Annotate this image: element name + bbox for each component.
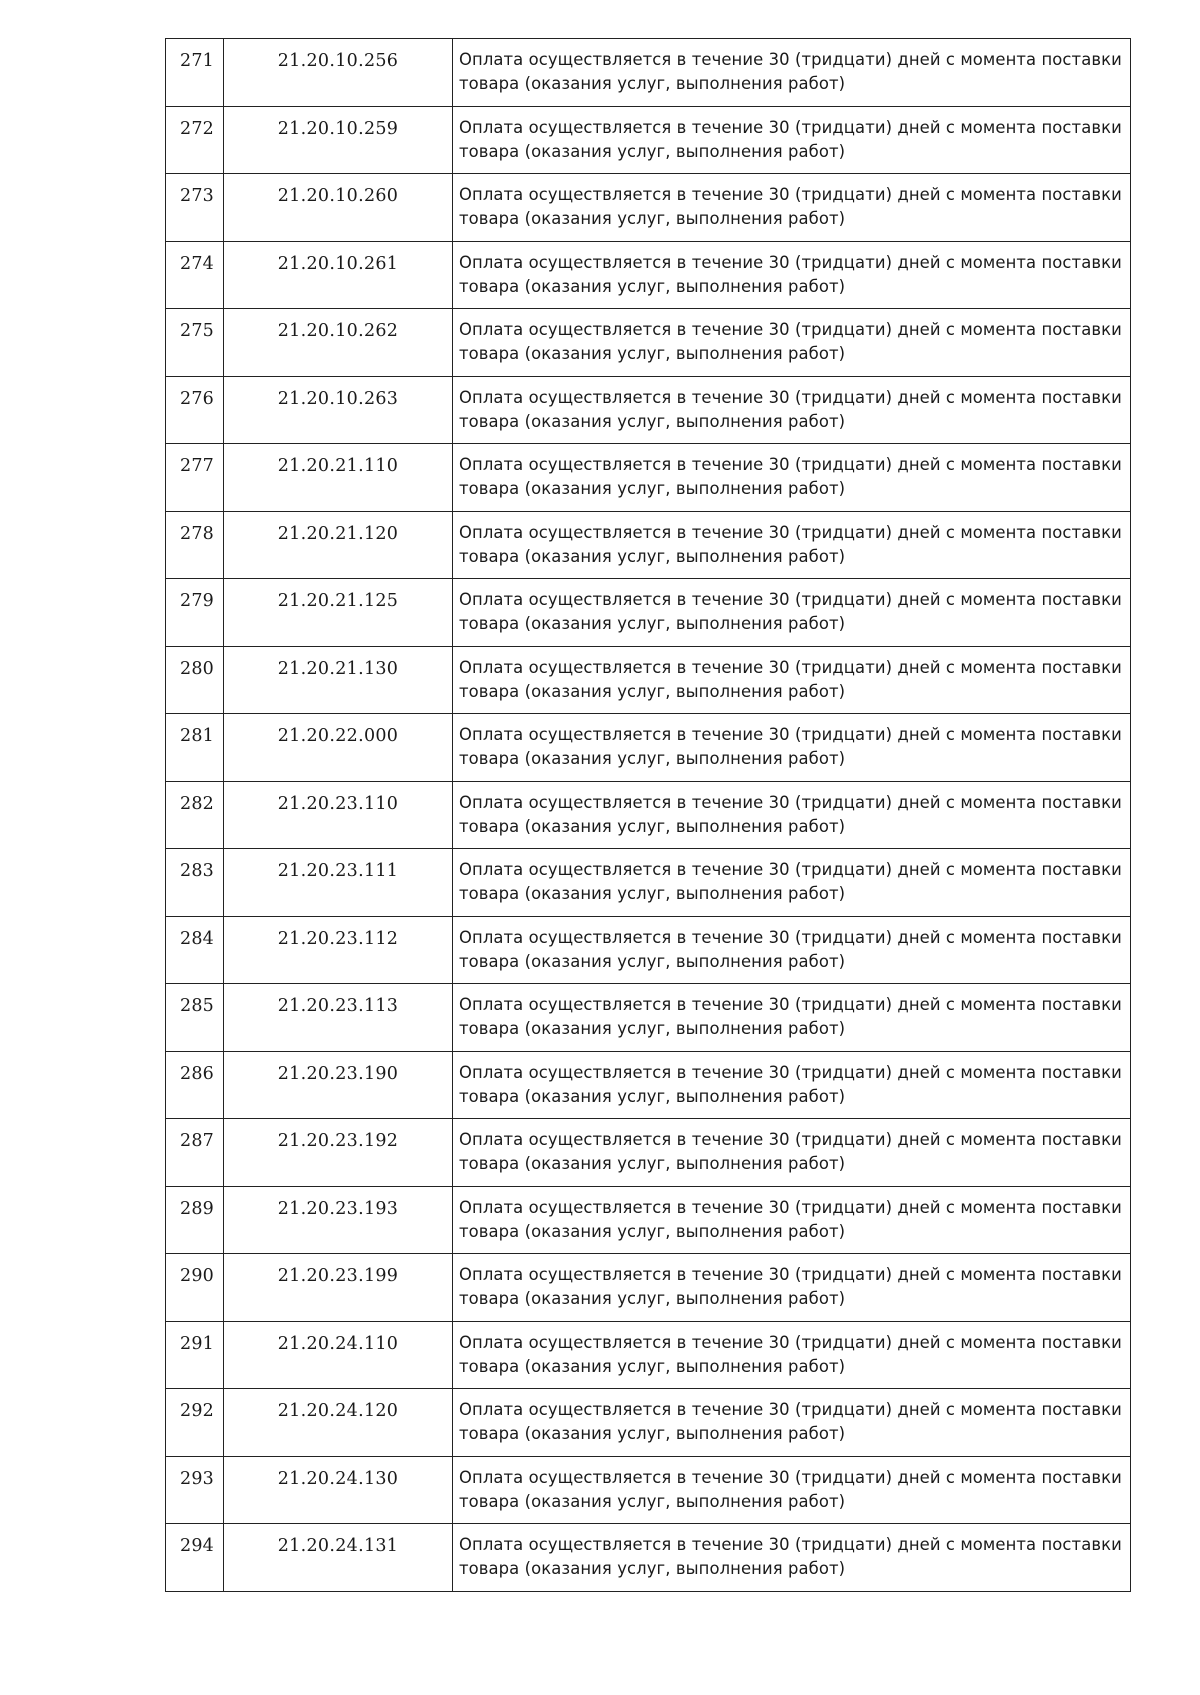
row-number-cell: 271 [166, 39, 224, 107]
okpd2-code-cell: 21.20.21.125 [224, 579, 453, 647]
payment-terms-cell: Оплата осуществляется в течение 30 (тридцати) дней с момента поставки товара (оказания услуг, выполнения работ) [453, 106, 1131, 174]
table-row [166, 174, 1131, 242]
table-row [166, 1389, 1131, 1457]
row-number-cell: 277 [166, 444, 224, 512]
okpd2-code-cell: 21.20.21.110 [224, 444, 453, 512]
table-row [166, 106, 1131, 174]
okpd2-code-cell: 21.20.10.263 [224, 376, 453, 444]
payment-terms-cell: Оплата осуществляется в течение 30 (тридцати) дней с момента поставки товара (оказания услуг, выполнения работ) [453, 1119, 1131, 1187]
row-number-cell: 287 [166, 1119, 224, 1187]
table-row [166, 849, 1131, 917]
row-number-cell: 275 [166, 309, 224, 377]
table-row [166, 1254, 1131, 1322]
row-number-cell: 282 [166, 781, 224, 849]
payment-terms-cell: Оплата осуществляется в течение 30 (тридцати) дней с момента поставки товара (оказания услуг, выполнения работ) [453, 241, 1131, 309]
payment-terms-cell: Оплата осуществляется в течение 30 (тридцати) дней с момента поставки товара (оказания услуг, выполнения работ) [453, 781, 1131, 849]
payment-terms-cell: Оплата осуществляется в течение 30 (тридцати) дней с момента поставки товара (оказания услуг, выполнения работ) [453, 1051, 1131, 1119]
okpd2-code-cell: 21.20.10.261 [224, 241, 453, 309]
payment-terms-cell: Оплата осуществляется в течение 30 (тридцати) дней с момента поставки товара (оказания услуг, выполнения работ) [453, 714, 1131, 782]
payment-terms-cell: Оплата осуществляется в течение 30 (тридцати) дней с момента поставки товара (оказания услуг, выполнения работ) [453, 849, 1131, 917]
row-number-cell: 279 [166, 579, 224, 647]
table-row [166, 1456, 1131, 1524]
row-number-cell: 283 [166, 849, 224, 917]
okpd2-code-cell: 21.20.23.192 [224, 1119, 453, 1187]
row-number-cell: 281 [166, 714, 224, 782]
payment-terms-cell: Оплата осуществляется в течение 30 (тридцати) дней с момента поставки товара (оказания услуг, выполнения работ) [453, 39, 1131, 107]
table-row [166, 309, 1131, 377]
okpd2-code-cell: 21.20.24.120 [224, 1389, 453, 1457]
table-row [166, 241, 1131, 309]
okpd2-code-cell: 21.20.23.199 [224, 1254, 453, 1322]
okpd2-code-cell: 21.20.23.112 [224, 916, 453, 984]
payment-terms-cell: Оплата осуществляется в течение 30 (тридцати) дней с момента поставки товара (оказания услуг, выполнения работ) [453, 444, 1131, 512]
payment-terms-cell: Оплата осуществляется в течение 30 (тридцати) дней с момента поставки товара (оказания услуг, выполнения работ) [453, 174, 1131, 242]
table-row [166, 984, 1131, 1052]
payment-terms-cell: Оплата осуществляется в течение 30 (тридцати) дней с момента поставки товара (оказания услуг, выполнения работ) [453, 1524, 1131, 1592]
table-row [166, 444, 1131, 512]
okpd2-code-cell: 21.20.10.262 [224, 309, 453, 377]
row-number-cell: 292 [166, 1389, 224, 1457]
payment-terms-cell: Оплата осуществляется в течение 30 (тридцати) дней с момента поставки товара (оказания услуг, выполнения работ) [453, 916, 1131, 984]
row-number-cell: 276 [166, 376, 224, 444]
row-number-cell: 290 [166, 1254, 224, 1322]
row-number-cell: 274 [166, 241, 224, 309]
table-row [166, 916, 1131, 984]
okpd2-code-cell: 21.20.10.259 [224, 106, 453, 174]
table-row [166, 1051, 1131, 1119]
table-row [166, 39, 1131, 107]
table-row [166, 1186, 1131, 1254]
okpd2-code-cell: 21.20.23.111 [224, 849, 453, 917]
table-row [166, 511, 1131, 579]
row-number-cell: 286 [166, 1051, 224, 1119]
table-row [166, 714, 1131, 782]
table-body [166, 39, 1131, 1592]
okpd2-code-cell: 21.20.23.113 [224, 984, 453, 1052]
row-number-cell: 294 [166, 1524, 224, 1592]
payment-terms-cell: Оплата осуществляется в течение 30 (тридцати) дней с момента поставки товара (оказания услуг, выполнения работ) [453, 1456, 1131, 1524]
payment-terms-cell: Оплата осуществляется в течение 30 (тридцати) дней с момента поставки товара (оказания услуг, выполнения работ) [453, 1254, 1131, 1322]
payment-terms-cell: Оплата осуществляется в течение 30 (тридцати) дней с момента поставки товара (оказания услуг, выполнения работ) [453, 511, 1131, 579]
row-number-cell: 291 [166, 1321, 224, 1389]
row-number-cell: 278 [166, 511, 224, 579]
okpd2-code-cell: 21.20.24.110 [224, 1321, 453, 1389]
okpd2-code-cell: 21.20.21.130 [224, 646, 453, 714]
row-number-cell: 289 [166, 1186, 224, 1254]
table-row [166, 579, 1131, 647]
row-number-cell: 285 [166, 984, 224, 1052]
payment-terms-cell: Оплата осуществляется в течение 30 (тридцати) дней с момента поставки товара (оказания услуг, выполнения работ) [453, 309, 1131, 377]
payment-terms-cell: Оплата осуществляется в течение 30 (тридцати) дней с момента поставки товара (оказания услуг, выполнения работ) [453, 1389, 1131, 1457]
row-number-cell: 280 [166, 646, 224, 714]
okpd2-code-cell: 21.20.24.130 [224, 1456, 453, 1524]
okpd2-code-cell: 21.20.22.000 [224, 714, 453, 782]
payment-terms-cell: Оплата осуществляется в течение 30 (тридцати) дней с момента поставки товара (оказания услуг, выполнения работ) [453, 579, 1131, 647]
okpd2-code-cell: 21.20.10.260 [224, 174, 453, 242]
payment-terms-table [165, 38, 1131, 1592]
payment-terms-cell: Оплата осуществляется в течение 30 (тридцати) дней с момента поставки товара (оказания услуг, выполнения работ) [453, 376, 1131, 444]
payment-terms-cell: Оплата осуществляется в течение 30 (тридцати) дней с момента поставки товара (оказания услуг, выполнения работ) [453, 984, 1131, 1052]
okpd2-code-cell: 21.20.24.131 [224, 1524, 453, 1592]
payment-terms-cell: Оплата осуществляется в течение 30 (тридцати) дней с момента поставки товара (оказания услуг, выполнения работ) [453, 1186, 1131, 1254]
payment-terms-cell: Оплата осуществляется в течение 30 (тридцати) дней с момента поставки товара (оказания услуг, выполнения работ) [453, 646, 1131, 714]
okpd2-code-cell: 21.20.23.193 [224, 1186, 453, 1254]
payment-terms-cell: Оплата осуществляется в течение 30 (тридцати) дней с момента поставки товара (оказания услуг, выполнения работ) [453, 1321, 1131, 1389]
table-row [166, 781, 1131, 849]
row-number-cell: 272 [166, 106, 224, 174]
okpd2-code-cell: 21.20.21.120 [224, 511, 453, 579]
row-number-cell: 273 [166, 174, 224, 242]
table-row [166, 1321, 1131, 1389]
okpd2-code-cell: 21.20.10.256 [224, 39, 453, 107]
okpd2-code-cell: 21.20.23.190 [224, 1051, 453, 1119]
table-row [166, 1119, 1131, 1187]
table-row [166, 376, 1131, 444]
okpd2-code-cell: 21.20.23.110 [224, 781, 453, 849]
row-number-cell: 284 [166, 916, 224, 984]
row-number-cell: 293 [166, 1456, 224, 1524]
table-row [166, 646, 1131, 714]
table-row [166, 1524, 1131, 1592]
